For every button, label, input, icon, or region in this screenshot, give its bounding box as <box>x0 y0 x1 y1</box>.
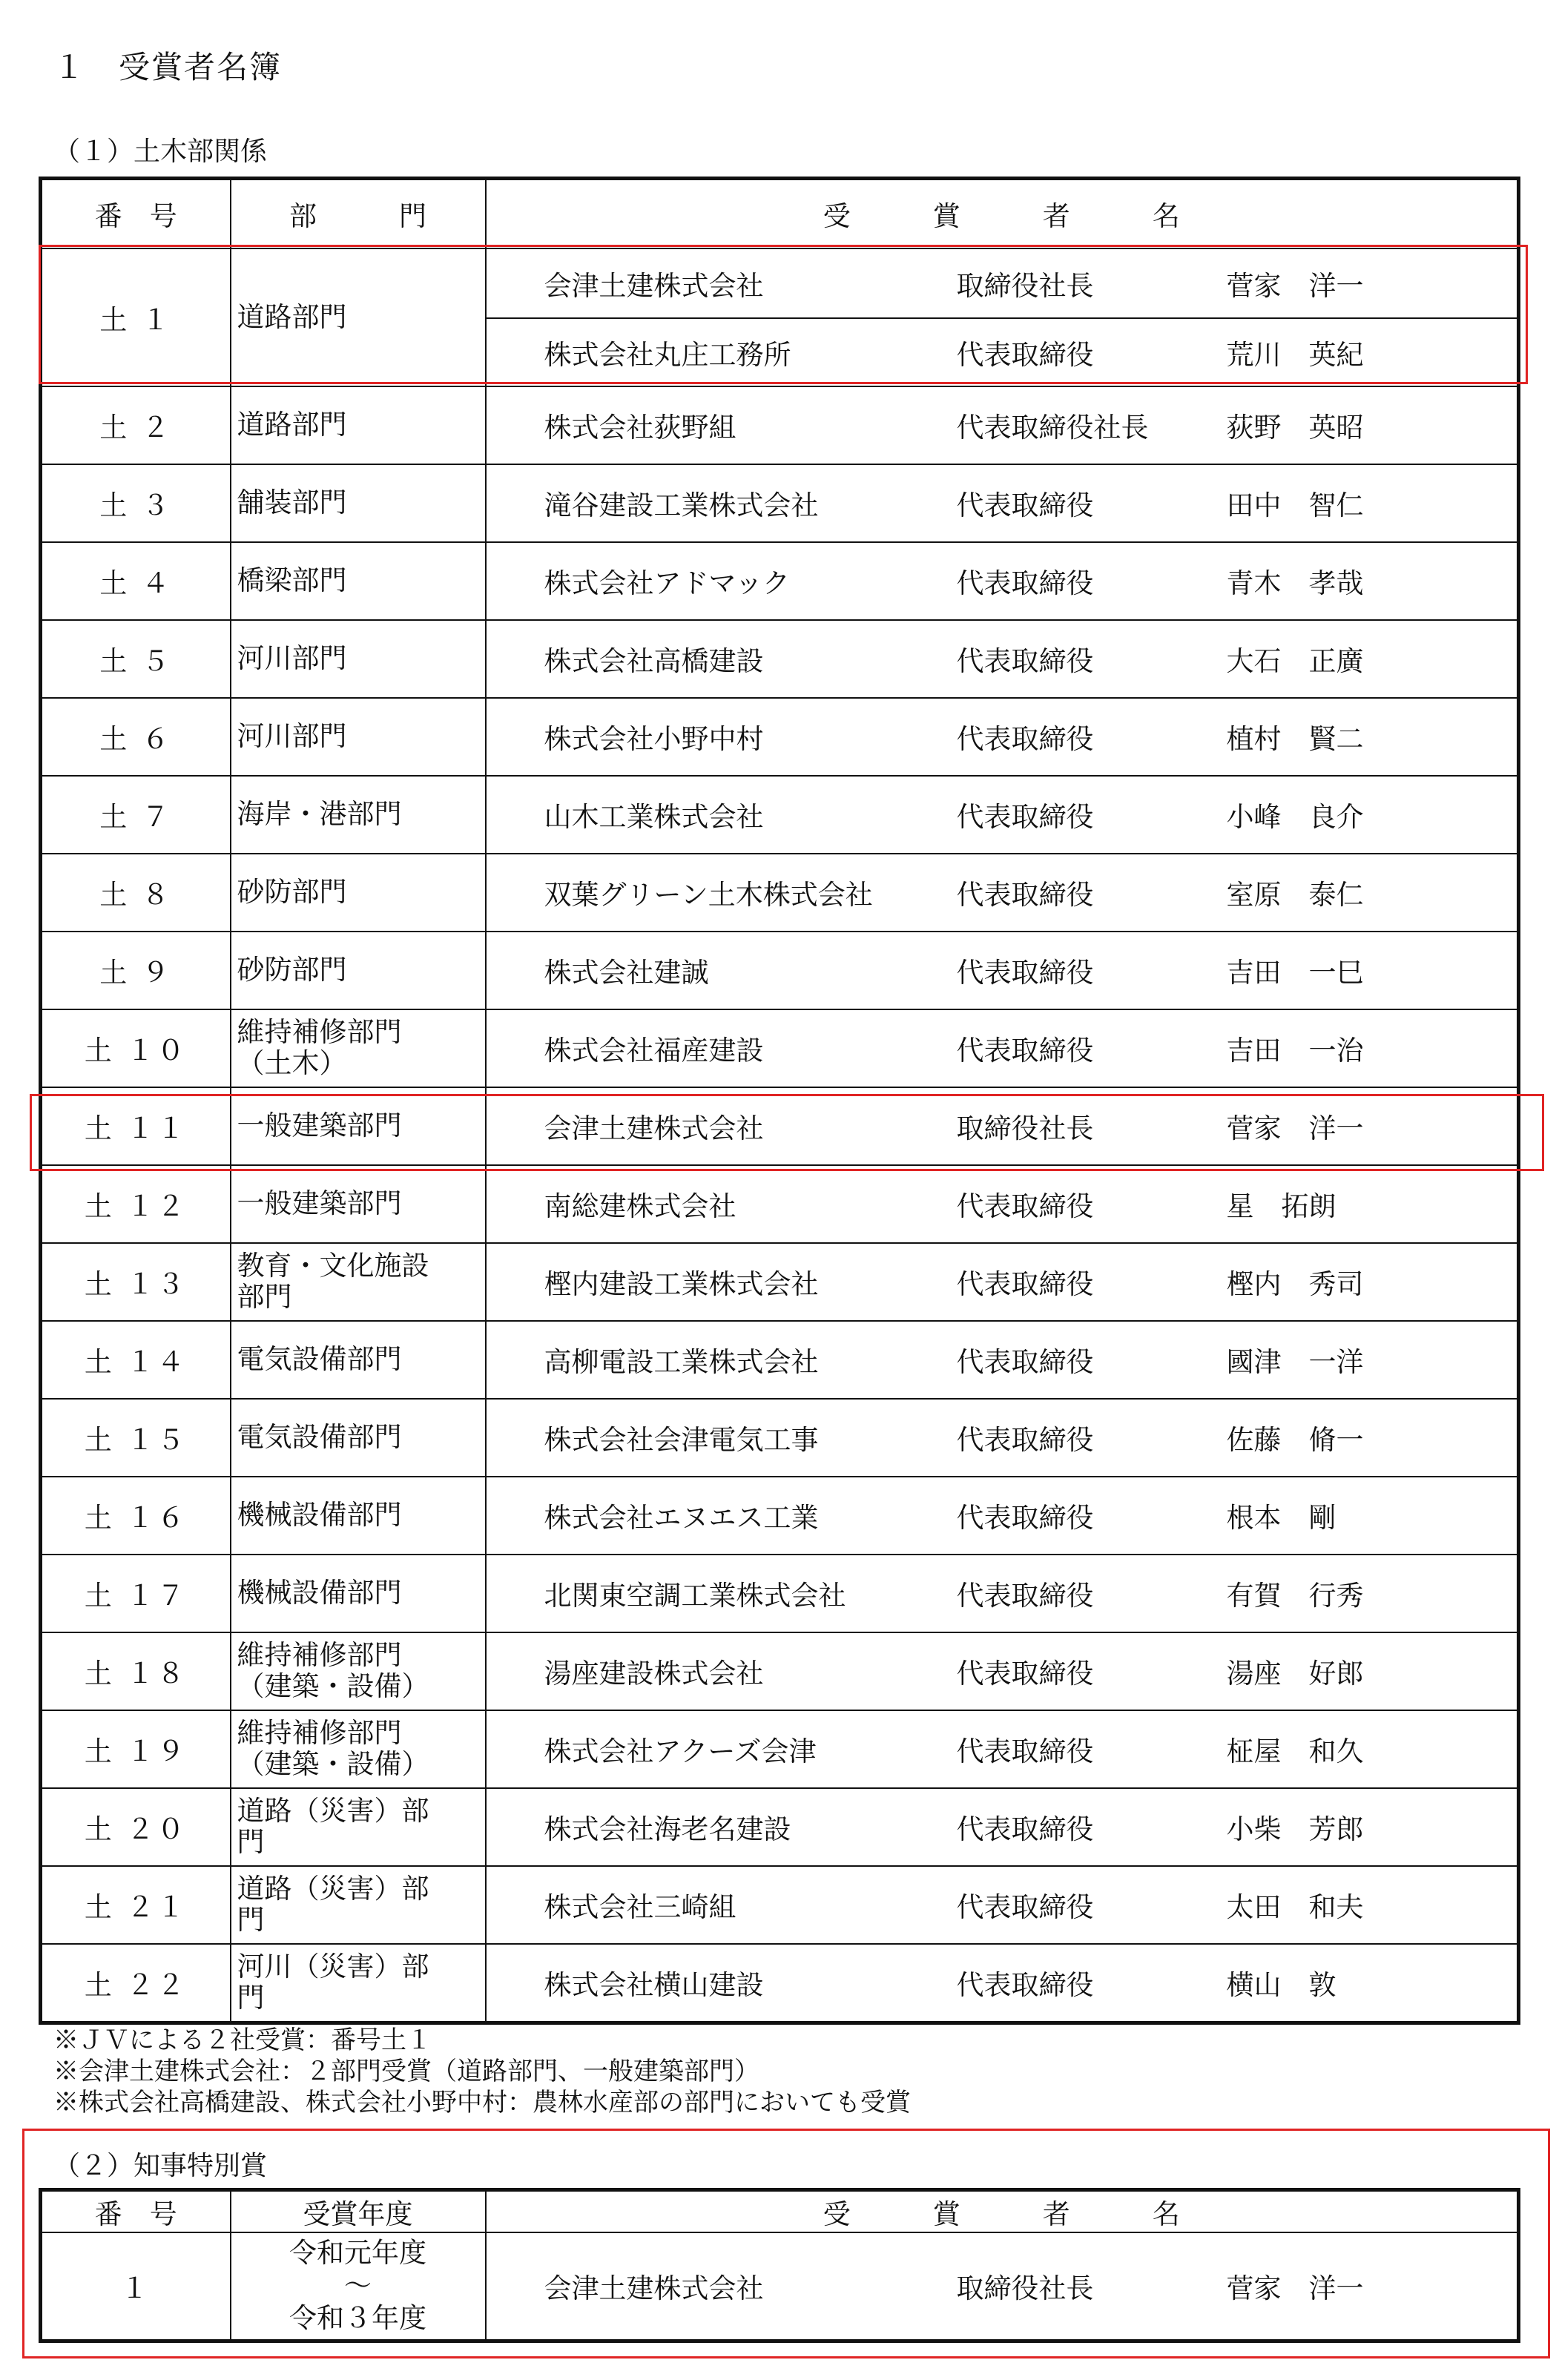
award-number: 土 ２ <box>41 386 231 464</box>
job-title: 取締役社長 <box>956 1112 1094 1144</box>
job-title: 代表取締役 <box>956 1969 1094 2001</box>
department <box>231 464 486 542</box>
table-row <box>41 2232 1519 2341</box>
awardee-cell <box>486 1165 1519 1243</box>
company-name: 高柳電設工業株式会社 <box>544 1346 819 1378</box>
table-row <box>41 1710 1519 1788</box>
table-row <box>41 776 1519 854</box>
department-line: 河川部門 <box>237 642 347 674</box>
person-name: 大石 正廣 <box>1226 645 1364 677</box>
table-row <box>41 1399 1519 1477</box>
table-row <box>41 698 1519 776</box>
awardee-line <box>487 854 1517 931</box>
awardee-line <box>487 777 1517 853</box>
awardee-cell <box>486 386 1519 464</box>
job-title: 代表取締役 <box>956 723 1094 755</box>
awardee-line <box>487 1867 1517 1943</box>
department-line: 砂防部門 <box>237 876 347 908</box>
awardee-cell <box>486 698 1519 776</box>
note: ※株式会社高橋建設、株式会社小野中村：農林水産部の部門においても受賞 <box>53 2088 911 2117</box>
awardee-cell <box>486 1477 1519 1555</box>
awardee-cell <box>486 2232 1519 2341</box>
table-row <box>41 1788 1519 1866</box>
department-line: 一般建築部門 <box>237 1110 402 1141</box>
section-title-civil: （１）土木部関係 <box>53 136 268 167</box>
job-title: 代表取締役社長 <box>956 412 1149 444</box>
award-number: 土 １２ <box>41 1165 231 1243</box>
civil-awards-table <box>39 177 1520 2025</box>
award-number: 土 ７ <box>41 776 231 854</box>
awardee-line <box>487 1711 1517 1787</box>
department <box>231 248 486 386</box>
company-name: 株式会社小野中村 <box>544 723 764 755</box>
award-number: 土 １ <box>41 248 231 386</box>
person-name: 吉田 一巳 <box>1226 957 1364 989</box>
department <box>231 1710 486 1788</box>
table-row <box>41 542 1519 620</box>
department-line: 舗装部門 <box>237 487 347 518</box>
department <box>231 1477 486 1555</box>
awardee-cell <box>486 1399 1519 1477</box>
table-row <box>41 932 1519 1009</box>
department-line: 教育・文化施設 <box>237 1250 429 1282</box>
job-title: 代表取締役 <box>956 645 1094 677</box>
award-number: 土 １８ <box>41 1632 231 1710</box>
company-name: 株式会社福産建設 <box>544 1035 764 1067</box>
person-name: 有賀 行秀 <box>1226 1580 1364 1612</box>
period-line: 令和３年度 <box>289 2302 426 2335</box>
person-name: 横山 敦 <box>1226 1969 1336 2001</box>
department <box>231 386 486 464</box>
award-number: 土 １３ <box>41 1243 231 1321</box>
company-name: 株式会社丸庄工務所 <box>544 338 791 371</box>
awardee-cell <box>486 1866 1519 1944</box>
department <box>231 1009 486 1087</box>
person-name: 吉田 一治 <box>1226 1035 1364 1067</box>
job-title: 代表取締役 <box>956 1735 1094 1767</box>
award-number: 土 １０ <box>41 1009 231 1087</box>
awardee-line <box>487 1477 1517 1554</box>
department-line: 維持補修部門 <box>237 1016 402 1048</box>
department <box>231 1321 486 1399</box>
person-name: 星 拓朗 <box>1226 1190 1336 1222</box>
company-name: 会津土建株式会社 <box>544 2272 764 2305</box>
award-number: 土 ３ <box>41 464 231 542</box>
note: ※会津土建株式会社：２部門受賞（道路部門、一般建築部門） <box>53 2057 759 2086</box>
award-number: 土 ５ <box>41 620 231 698</box>
table-row <box>41 1243 1519 1321</box>
person-name: 湯座 好郎 <box>1226 1658 1364 1690</box>
department-line: 砂防部門 <box>237 954 347 986</box>
job-title: 取締役社長 <box>956 269 1094 302</box>
person-name: 柾屋 和久 <box>1226 1735 1364 1767</box>
award-number: 土 ４ <box>41 542 231 620</box>
awardee-line <box>487 1010 1517 1087</box>
person-name: 根本 剛 <box>1226 1502 1336 1534</box>
award-number: 土 １５ <box>41 1399 231 1477</box>
award-number: 土 １１ <box>41 1087 231 1165</box>
company-name: 会津土建株式会社 <box>544 1112 764 1144</box>
person-name: 青木 孝哉 <box>1226 567 1364 599</box>
awardee-line <box>487 1244 1517 1320</box>
awardee-line <box>487 932 1517 1009</box>
person-name: 菅家 洋一 <box>1226 2272 1364 2305</box>
department-line: 河川部門 <box>237 720 347 752</box>
job-title: 代表取締役 <box>956 1035 1094 1067</box>
table-row <box>41 1477 1519 1555</box>
table-row <box>41 1632 1519 1710</box>
notes <box>53 2025 911 2118</box>
table-row <box>41 1555 1519 1632</box>
awardee-cell <box>486 1087 1519 1165</box>
company-name: 株式会社アクーズ会津 <box>544 1735 817 1767</box>
department-line: （土木） <box>237 1047 347 1079</box>
awardee-cell <box>486 248 1519 386</box>
awardee-line <box>487 1555 1517 1632</box>
department-line: 門 <box>237 1982 265 2014</box>
awardee-line <box>487 387 1517 464</box>
job-title: 代表取締役 <box>956 1580 1094 1612</box>
person-name: 國津 一洋 <box>1226 1346 1364 1378</box>
department-line: 道路（災害）部 <box>237 1873 429 1905</box>
company-name: 湯座建設株式会社 <box>544 1658 764 1690</box>
job-title: 代表取締役 <box>956 489 1094 521</box>
department <box>231 1555 486 1632</box>
department-line: 河川（災害）部 <box>237 1951 429 1982</box>
person-name: 田中 智仁 <box>1226 489 1364 521</box>
awardee-line <box>487 1166 1517 1242</box>
table-row <box>41 1321 1519 1399</box>
award-number: １ <box>41 2232 231 2341</box>
company-name: 南総建株式会社 <box>544 1190 736 1222</box>
awardee-cell <box>486 1555 1519 1632</box>
department <box>231 1165 486 1243</box>
award-number: 土 １６ <box>41 1477 231 1555</box>
period-line: 令和元年度 <box>289 2237 426 2269</box>
company-name: 株式会社高橋建設 <box>544 645 764 677</box>
awardee-line <box>487 317 1517 386</box>
awardee-line <box>487 249 1517 317</box>
job-title: 代表取締役 <box>956 1813 1094 1845</box>
department <box>231 1632 486 1710</box>
person-name: 菅家 洋一 <box>1226 1112 1364 1144</box>
department <box>231 1399 486 1477</box>
table-row <box>41 1944 1519 2023</box>
job-title: 代表取締役 <box>956 1658 1094 1690</box>
company-name: 滝谷建設工業株式会社 <box>544 489 819 521</box>
award-number: 土 ８ <box>41 854 231 932</box>
job-title: 代表取締役 <box>956 957 1094 989</box>
company-name: 株式会社建誠 <box>544 957 709 989</box>
department-line: 機械設備部門 <box>237 1577 402 1609</box>
table-row <box>41 620 1519 698</box>
person-name: 室原 泰仁 <box>1226 879 1364 911</box>
company-name: 株式会社会津電気工事 <box>544 1424 819 1456</box>
company-name: 株式会社横山建設 <box>544 1969 764 2001</box>
awardee-cell <box>486 620 1519 698</box>
note: ※ＪＶによる２社受賞：番号土１ <box>53 2025 432 2055</box>
job-title: 代表取締役 <box>956 801 1094 833</box>
awardee-line <box>487 1088 1517 1164</box>
company-name: 株式会社アドマック <box>544 567 791 599</box>
person-name: 荒川 英紀 <box>1226 338 1364 371</box>
awardee-line <box>487 699 1517 775</box>
company-name: 株式会社三崎組 <box>544 1891 736 1923</box>
awardee-line <box>487 1789 1517 1865</box>
person-name: 小峰 良介 <box>1226 801 1364 833</box>
table-row <box>41 248 1519 386</box>
awardee-cell <box>486 776 1519 854</box>
job-title: 代表取締役 <box>956 879 1094 911</box>
department-line: 橋梁部門 <box>237 564 347 596</box>
department <box>231 1087 486 1165</box>
header-department: 部 門 <box>231 179 486 248</box>
department <box>231 776 486 854</box>
company-name: 株式会社荻野組 <box>544 412 736 444</box>
award-number: 土 ２１ <box>41 1866 231 1944</box>
awardee-cell <box>486 1632 1519 1710</box>
awardee-cell <box>486 542 1519 620</box>
awardee-cell <box>486 1944 1519 2023</box>
table-row <box>41 1866 1519 1944</box>
department <box>231 620 486 698</box>
person-name: 佐藤 脩一 <box>1226 1424 1364 1456</box>
person-name: 樫内 秀司 <box>1226 1268 1364 1300</box>
award-number: 土 ９ <box>41 932 231 1009</box>
table-row <box>41 386 1519 464</box>
table-header-row <box>41 2190 1519 2233</box>
department <box>231 1944 486 2023</box>
table-row <box>41 1009 1519 1087</box>
company-name: 株式会社エヌエス工業 <box>544 1502 819 1534</box>
awardee-cell <box>486 464 1519 542</box>
awardee-line <box>487 465 1517 541</box>
person-name: 太田 和夫 <box>1226 1891 1364 1923</box>
job-title: 代表取締役 <box>956 1268 1094 1300</box>
table-row <box>41 1087 1519 1165</box>
header-number: 番 号 <box>41 2190 231 2233</box>
header-year: 受賞年度 <box>231 2190 486 2233</box>
job-title: 代表取締役 <box>956 1891 1094 1923</box>
section-title-special: （２）知事特別賞 <box>53 2151 268 2181</box>
header-awardee: 受 賞 者 名 <box>486 179 1519 248</box>
job-title: 代表取締役 <box>956 1424 1094 1456</box>
department <box>231 1243 486 1321</box>
award-number: 土 １４ <box>41 1321 231 1399</box>
job-title: 代表取締役 <box>956 1502 1094 1534</box>
awardee-cell <box>486 1243 1519 1321</box>
person-name: 荻野 英昭 <box>1226 412 1364 444</box>
job-title: 代表取締役 <box>956 1346 1094 1378</box>
awardee-line <box>487 1633 1517 1710</box>
award-number: 土 ２２ <box>41 1944 231 2023</box>
department-line: （建築・設備） <box>237 1670 429 1702</box>
table-row <box>41 854 1519 932</box>
person-name: 小柴 芳郎 <box>1226 1813 1364 1845</box>
job-title: 代表取締役 <box>956 567 1094 599</box>
award-number: 土 １７ <box>41 1555 231 1632</box>
header-awardee: 受 賞 者 名 <box>486 2190 1519 2233</box>
period-line: ～ <box>344 2269 372 2302</box>
awardee-line <box>487 2235 1517 2337</box>
department-line: （建築・設備） <box>237 1748 429 1780</box>
department-line: 海岸・港部門 <box>237 798 402 830</box>
department <box>231 1866 486 1944</box>
person-name: 植村 賢二 <box>1226 723 1364 755</box>
awardee-line <box>487 621 1517 697</box>
department-line: 一般建築部門 <box>237 1187 402 1219</box>
awardee-line <box>487 1400 1517 1476</box>
awardee-cell <box>486 854 1519 932</box>
department <box>231 854 486 932</box>
table-row <box>41 1165 1519 1243</box>
award-period <box>231 2232 486 2341</box>
award-number: 土 ２０ <box>41 1788 231 1866</box>
table-row <box>41 464 1519 542</box>
page-title: １ 受賞者名簿 <box>53 49 283 85</box>
awardee-cell <box>486 1788 1519 1866</box>
department-line: 道路部門 <box>237 300 347 333</box>
job-title: 代表取締役 <box>956 1190 1094 1222</box>
department <box>231 1788 486 1866</box>
department-line: 維持補修部門 <box>237 1639 402 1671</box>
person-name: 菅家 洋一 <box>1226 269 1364 302</box>
department-line: 機械設備部門 <box>237 1499 402 1531</box>
company-name: 北関東空調工業株式会社 <box>544 1580 846 1612</box>
department-line: 道路（災害）部 <box>237 1795 429 1827</box>
company-name: 山木工業株式会社 <box>544 801 764 833</box>
company-name: 双葉グリーン土木株式会社 <box>544 879 873 911</box>
company-name: 会津土建株式会社 <box>544 269 764 302</box>
job-title: 取締役社長 <box>956 2272 1094 2305</box>
awardee-cell <box>486 1009 1519 1087</box>
award-number: 土 １９ <box>41 1710 231 1788</box>
department-line: 電気設備部門 <box>237 1421 402 1453</box>
awardee-line <box>487 1945 1517 2021</box>
department-line: 維持補修部門 <box>237 1717 402 1749</box>
awardee-line <box>487 543 1517 619</box>
job-title: 代表取締役 <box>956 338 1094 371</box>
department-line: 門 <box>237 1826 265 1858</box>
department-line: 電気設備部門 <box>237 1343 402 1375</box>
company-name: 株式会社海老名建設 <box>544 1813 791 1845</box>
table-header-row <box>41 179 1519 248</box>
special-award-table <box>39 2188 1520 2343</box>
awardee-cell <box>486 932 1519 1009</box>
department <box>231 698 486 776</box>
award-number: 土 ６ <box>41 698 231 776</box>
department <box>231 542 486 620</box>
department-line: 門 <box>237 1904 265 1936</box>
header-number: 番 号 <box>41 179 231 248</box>
awardee-line <box>487 1322 1517 1398</box>
awardee-cell <box>486 1321 1519 1399</box>
department-line: 道路部門 <box>237 409 347 441</box>
department <box>231 932 486 1009</box>
department-line: 部門 <box>237 1281 292 1313</box>
awardee-cell <box>486 1710 1519 1788</box>
company-name: 樫内建設工業株式会社 <box>544 1268 819 1300</box>
